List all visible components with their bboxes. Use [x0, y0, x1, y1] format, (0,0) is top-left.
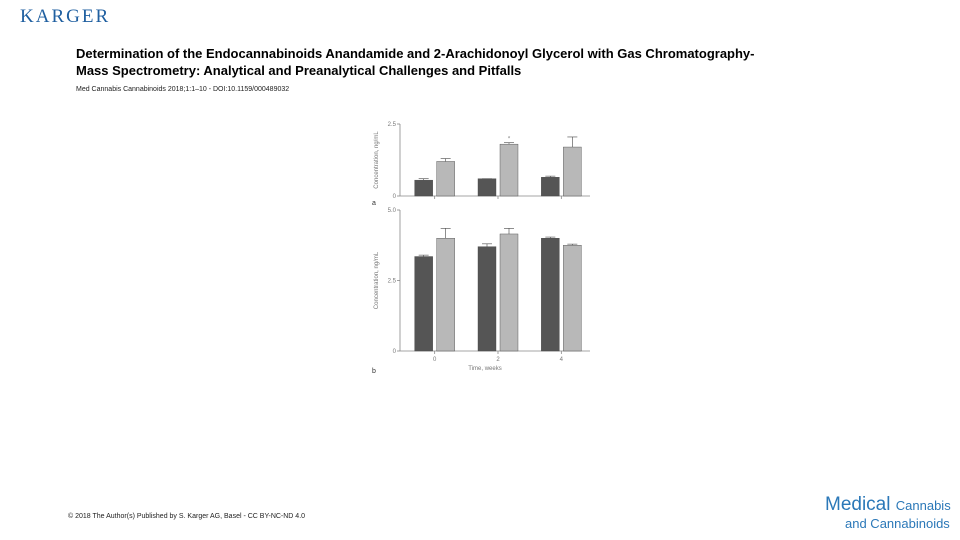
bar-b-s1-0 [415, 257, 433, 351]
y-tick-label-b: 5.0 [387, 208, 396, 214]
panel-letter-a: a [372, 200, 376, 207]
y-axis-label-b: Concentration, ng/mL [374, 251, 380, 310]
bar-a-s1-4 [541, 177, 559, 196]
significance-marker: * [507, 136, 511, 143]
citation: Med Cannabis Cannabinoids 2018;1:1–10 - DOI:10.1159/000489032 [76, 86, 290, 93]
x-tick-label-b: 2 [496, 357, 500, 363]
title-line-2: Mass Spectrometry: Analytical and Preanalytical Challenges and Pitfalls [76, 63, 522, 78]
bar-a-s2-0 [437, 161, 455, 196]
journal-logo [825, 496, 951, 533]
y-tick-label-b: 2.5 [387, 278, 396, 285]
bar-a-s2-4 [563, 147, 581, 196]
bar-b-s2-0 [437, 238, 455, 351]
x-tick-label-b: 0 [432, 357, 437, 363]
slide-title [76, 45, 876, 79]
journal-logo-line-1 [825, 496, 951, 515]
copyright-notice: © 2018 The Author(s) Published by S. Karger AG, Basel - CC BY-NC-ND 4.0 [68, 513, 306, 520]
bar-b-s2-2 [500, 234, 518, 351]
x-tick-label-b: 4 [559, 357, 564, 363]
bar-b-s1-2 [478, 247, 496, 351]
bar-b-s2-4 [563, 245, 581, 351]
journal-logo-big: Medical [825, 494, 891, 515]
x-axis-label-b: Time, weeks [468, 366, 502, 372]
figure-bar-charts [360, 115, 600, 380]
karger-logo: KARGER [20, 6, 111, 27]
y-axis-label-a: Concentration, ng/mL [374, 131, 380, 189]
panel-letter-b: b [372, 368, 376, 375]
journal-logo-line-2: and Cannabinoids [845, 516, 950, 531]
y-tick-label-a: 2.5 [387, 122, 396, 128]
y-tick-label-b: 0 [392, 349, 396, 355]
title-line-1: Determination of the Endocannabinoids Anandamide and 2-Arachidonoyl Glycerol with Gas Chromatography- [76, 46, 755, 61]
bar-a-s1-2 [478, 179, 496, 196]
bar-b-s1-4 [541, 238, 559, 351]
journal-logo-small: Cannabis [895, 498, 951, 513]
bar-a-s1-0 [415, 180, 433, 196]
bar-a-s2-2 [500, 144, 518, 196]
y-tick-label-a: 0 [392, 194, 396, 200]
